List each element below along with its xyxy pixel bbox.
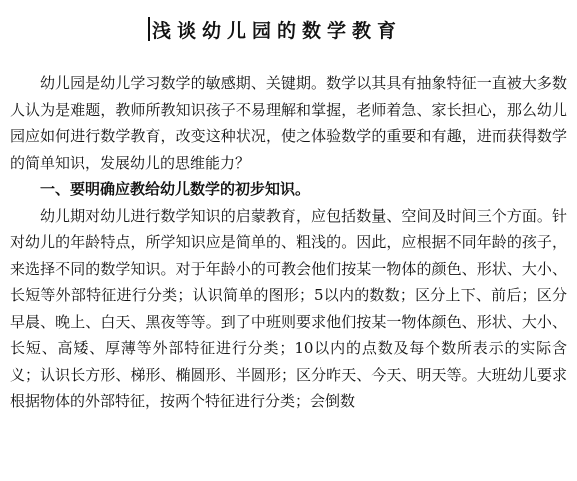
text-cursor [148,17,150,41]
section-heading: 一、要明确应教给幼儿数学的初步知识。 [40,180,311,198]
document-body [10,70,567,415]
document-title: 浅谈幼儿园的数学教育 [152,19,403,42]
title-area [148,14,402,44]
section-paragraph: 幼儿期对幼儿进行数学知识的启蒙教育，应包括数量、空间及时间三个方面。针对幼儿的年龄特点，所学知识应是简单的、粗浅的。因此，应根据不同年龄的孩子，来选择不同的数学知识。对于年龄小的可教会他们按某一物体的颜色、形状、大小、长短等外部特征进行分类；认识简单的图形；5以内的数数；区分上下、前后；区分早晨、晚上、白天、黑夜等等。到了中班则要求他们按某一物体颜色、形状、大小、长短、高矮、厚薄等外部特征进行分类；10以内的点数及每个数所表示的实际含义；认识长方形、梯形、椭圆形、半圆形；区分昨天、今天、明天等。大班幼儿要求根据物体的外部特征，按两个特征进行分类；会倒数 [10,206,567,410]
intro-paragraph: 幼儿园是幼儿学习数学的敏感期、关键期。数学以其具有抽象特征一直被大多数人认为是难题，教师所教知识孩子不易理解和掌握，老师着急、家长担心，那么幼儿园应如何进行数学教育，改变这种状况，使之体验数学的重要和有趣，进而获得数学的简单知识，发展幼儿的思维能力？ [10,74,567,172]
